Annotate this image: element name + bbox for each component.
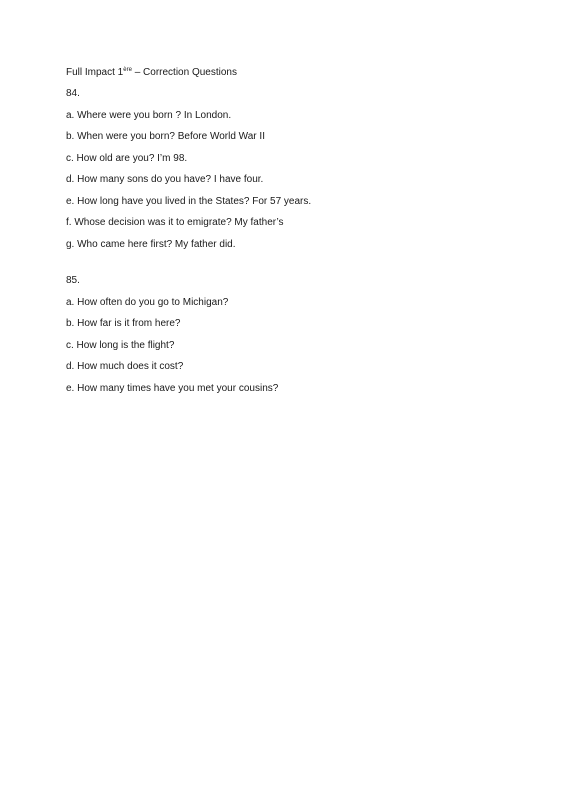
question-item: e. How long have you lived in the States? For 57 years. [66, 195, 312, 207]
question-item: f. Whose decision was it to emigrate? My father’s [66, 217, 284, 228]
question-item: c. How old are you? I’m 98. [66, 152, 188, 164]
section-85 [66, 274, 506, 396]
section-number: 85. [66, 275, 80, 286]
question-item: e. How many times have you met your cousins? [66, 382, 279, 394]
question-item: g. Who came here first? My father did. [66, 238, 236, 250]
section-number: 84. [66, 88, 80, 99]
title-superscript: ère [123, 67, 132, 73]
section-84 [66, 87, 506, 252]
question-item: b. How far is it from here? [66, 318, 181, 329]
question-item: a. Where were you born ? In London. [66, 109, 232, 121]
title-prefix: Full Impact 1 [66, 67, 124, 78]
question-item: a. How often do you go to Michigan? [66, 296, 229, 308]
document-title [66, 66, 506, 80]
question-item: d. How many sons do you have? I have four. [66, 174, 264, 185]
question-item: c. How long is the flight? [66, 339, 175, 351]
question-item: d. How much does it cost? [66, 361, 184, 372]
title-suffix: – Correction Questions [131, 67, 237, 78]
question-item: b. When were you born? Before World War II [66, 131, 265, 142]
section-spacer [66, 259, 506, 274]
document-body [66, 66, 506, 403]
